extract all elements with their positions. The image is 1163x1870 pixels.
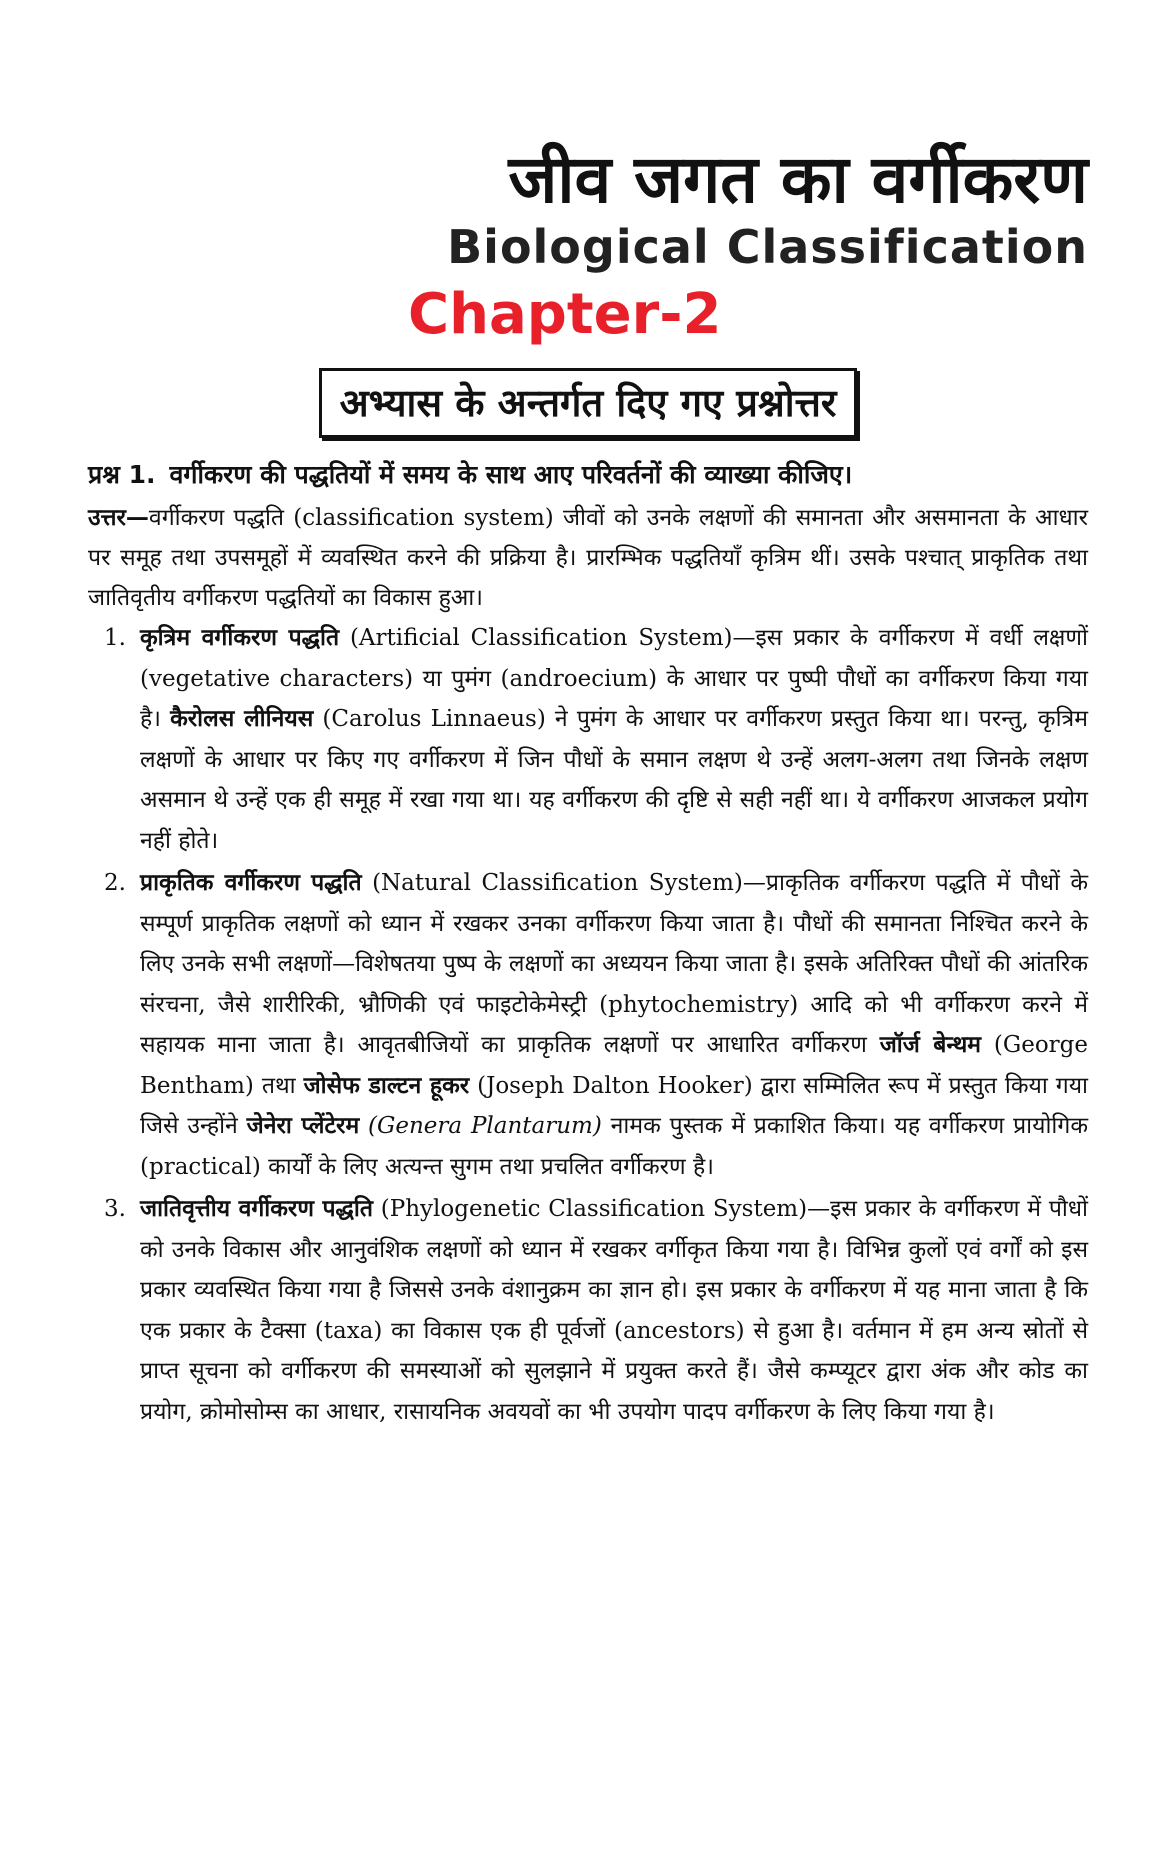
answer-intro: [88, 498, 1088, 618]
list-item: [88, 618, 1088, 861]
list-item-bold-name: जोसेफ डाल्टन हूकर: [303, 1072, 470, 1099]
chapter-title-english: Biological Classification: [447, 220, 1088, 274]
list-item-number: 1.: [104, 625, 126, 651]
page: [88, 140, 1088, 1434]
list-item-term: कृत्रिम वर्गीकरण पद्धति: [140, 625, 340, 651]
list-item-text: [359, 1113, 368, 1139]
classification-list: [88, 618, 1088, 1432]
chapter-title-hindi: जीव जगत का वर्गीकरण: [508, 141, 1088, 218]
section-heading-box: अभ्यास के अन्तर्गत दिए गए प्रश्नोत्तर: [319, 368, 858, 438]
question-text: वर्गीकरण की पद्धतियों में समय के साथ आए परिवर्तनों की व्याख्या कीजिए।: [169, 460, 853, 489]
list-item-text: (Joseph Dalton Hooker) द्वारा सम्मिलित रूप में प्रस्तुत किया गया जिसे उन्होंने: [140, 1072, 1089, 1139]
section-heading-wrap: [88, 368, 1088, 438]
list-item-text: (Natural Classification System)—प्राकृतिक वर्गीकरण पद्धति में पौधों के सम्पूर्ण प्राकृतिक लक्षणों को ध्यान में रखकर उनका वर्गीकरण किया जाता है। पौधों की समानता निश्चित करने के लिए उनके सभी लक्षणों—विशेषतया पुष्प के लक्षणों का अध्ययन किया जाता है। इसके अतिरिक्त पौधों की आंतरिक संरचना, जैसे शारीरिकी, भ्रौणिकी एवं फाइटोकेमेस्ट्री (phytochemistry) आदि को भी वर्गीकरण करने में सहायक माना जाता है। आवृतबीजियों का प्राकृतिक लक्षणों पर आधारित वर्गीकरण: [140, 870, 1088, 1058]
list-item-text: (Phylogenetic Classification System)—इस प्रकार के वर्गीकरण में पौधों को उनके विकास और आनुवंशिक लक्षणों को ध्यान में रखकर वर्गीकृत किया गया है। विभिन्न कुलों एवं वर्गों को इस प्रकार व्यवस्थित किया गया है जिससे उनके वंशानुक्रम का ज्ञान हो। इस प्रकार के वर्गीकरण में यह माना जाता है कि एक प्रकार के टैक्सा (taxa) का विकास एक ही पूर्वजों (ancestors) से हुआ है। वर्तमान में हम अन्य स्रोतों से प्राप्त सूचना को वर्गीकरण की समस्याओं को सुलझाने में प्रयुक्त करते हैं। जैसे कम्प्यूटर द्वारा अंक और कोड का प्रयोग, क्रोमोसोम्स का आधार, रासायनिक अवयवों का भी उपयोग पादप वर्गीकरण के लिए किया गया है।: [140, 1196, 1088, 1425]
list-item-italic-title: (Genera Plantarum): [368, 1113, 602, 1139]
question-number: प्रश्न 1.: [88, 460, 156, 489]
chapter-number: Chapter-2: [408, 282, 722, 347]
list-item: [88, 863, 1088, 1187]
list-item-text: (Carolus Linnaeus) ने पुमंग के आधार पर वर्गीकरण प्रस्तुत किया था। परन्तु, कृत्रिम लक्षणों के आधार पर किए गए वर्गीकरण में जिन पौधों के समान लक्षण थे उन्हें अलग-अलग तथा जिनके लक्षण असमान थे उन्हें एक ही समूह में रखा गया था। यह वर्गीकरण की दृष्टि से सही नहीं था। ये वर्गीकरण आजकल प्रयोग नहीं होते।: [140, 706, 1088, 854]
list-item-bold-name: जेनेरा प्लेंटेरम: [246, 1113, 360, 1139]
list-item-bold-name: कैरोलस लीनियस: [170, 706, 314, 732]
question: [88, 456, 1088, 494]
list-item: [88, 1189, 1088, 1432]
list-item-term: जातिवृत्तीय वर्गीकरण पद्धति: [140, 1196, 373, 1222]
list-item-number: 2.: [104, 870, 126, 896]
answer-intro-text: वर्गीकरण पद्धति (classification system) जीवों को उनके लक्षणों की समानता और असमानता के आधार पर समूह तथा उपसमूहों में व्यवस्थित करने की प्रक्रिया है। प्रारम्भिक पद्धतियाँ कृत्रिम थीं। उसके पश्चात् प्राकृतिक तथा जातिवृतीय वर्गीकरण पद्धतियों का विकास हुआ।: [88, 505, 1088, 611]
list-item-number: 3.: [104, 1196, 126, 1222]
list-item-text: (George Bentham) तथा: [140, 1032, 1089, 1099]
list-item-text: नामक पुस्तक में प्रकाशित किया। यह वर्गीकरण प्रायोगिक (practical) कार्यों के लिए अत्यन्त सुगम तथा प्रचलित वर्गीकरण है।: [140, 1113, 1088, 1180]
answer-label: उत्तर—: [88, 505, 149, 531]
list-item-text: (Artificial Classification System)—इस प्रकार के वर्गीकरण में वर्धी लक्षणों (vegetative characters) या पुमंग (androecium) के आधार पर पुष्पी पौधों का वर्गीकरण किया गया है।: [140, 625, 1088, 732]
list-item-bold-name: जॉर्ज बेन्थम: [879, 1032, 982, 1058]
list-item-term: प्राकृतिक वर्गीकरण पद्धति: [140, 870, 362, 896]
